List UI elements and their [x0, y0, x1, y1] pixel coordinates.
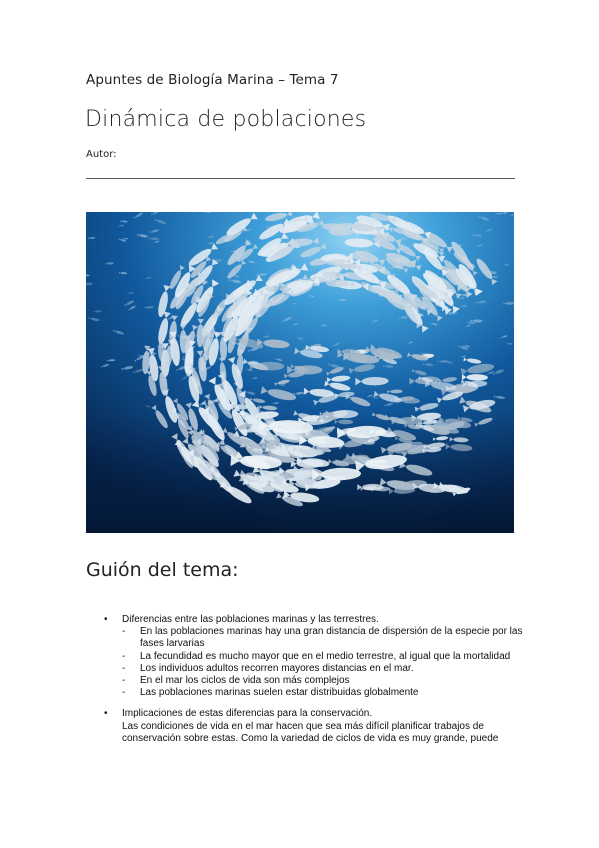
dash-icon: -: [122, 675, 126, 687]
outline-subitem: [122, 687, 524, 699]
bullet-icon: •: [104, 708, 108, 720]
outline-item: [104, 614, 524, 699]
dash-icon: -: [122, 650, 126, 662]
fish-school-photo: [86, 212, 514, 533]
outline-subitem: [122, 651, 524, 663]
outline-subitem: [122, 663, 524, 675]
outline-subitem-text: En las poblaciones marinas hay una gran distancia de dispersión de la especie por las fases larvarias: [140, 626, 523, 650]
document-kicker: Apuntes de Biología Marina – Tema 7: [86, 72, 339, 88]
outline-subitems: [122, 626, 524, 699]
outline-subitem-text: Las poblaciones marinas suelen estar distribuidas globalmente: [140, 687, 419, 699]
outline-subitem-text: Los individuos adultos recorren mayores distancias en el mar.: [140, 662, 414, 674]
bullet-icon: •: [104, 614, 108, 625]
outline-subitem-text: La fecundidad es mucho mayor que en el medio terrestre, al igual que la mortalidad: [140, 650, 511, 662]
outline-item-text: Implicaciones de estas diferencias para la conservación.: [122, 708, 373, 720]
dash-icon: -: [122, 626, 126, 638]
author-label: Autor:: [86, 149, 117, 160]
outline-item: [104, 708, 524, 745]
section-heading: Guión del tema:: [86, 559, 239, 581]
document-title: Dinámica de poblaciones: [85, 107, 367, 132]
outline-subitem: [122, 675, 524, 687]
dash-icon: -: [122, 687, 126, 699]
fish-school-illustration: [86, 212, 514, 533]
dash-icon: -: [122, 662, 126, 674]
outline-item-text: Diferencias entre las poblaciones marinas y las terrestres.: [122, 614, 379, 625]
topic-outline: [104, 614, 524, 745]
outline-subitem: [122, 626, 524, 650]
outline-item-body: Las condiciones de vida en el mar hacen que sea más difícil planificar trabajos de conservación sobre estas. Como la variedad de ciclos de vida es muy grande, puede: [122, 720, 499, 744]
title-divider: [86, 178, 515, 179]
outline-subitem-text: En el mar los ciclos de vida son más complejos: [140, 675, 350, 687]
